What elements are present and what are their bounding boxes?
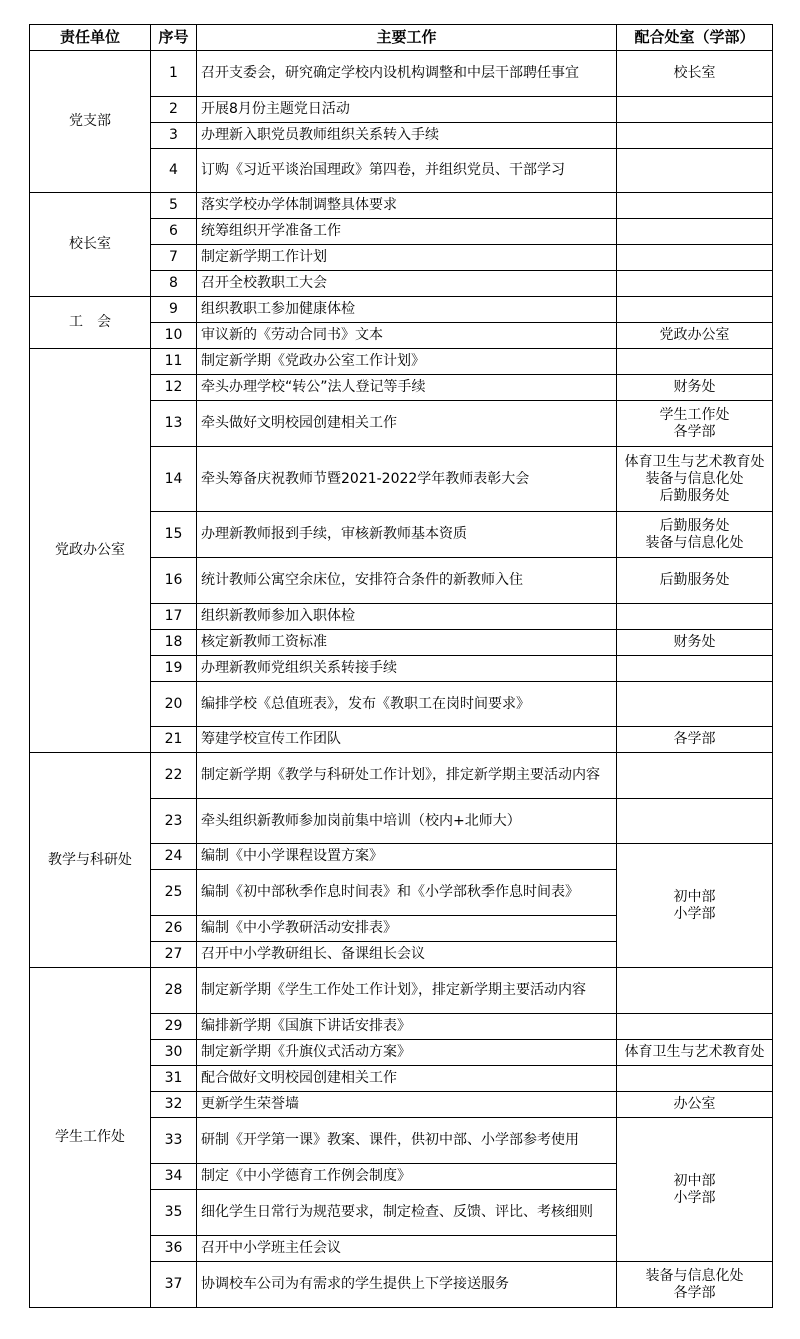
main-task-cell: 召开全校教职工大会	[197, 271, 617, 297]
sequence-cell: 1	[151, 51, 197, 97]
cooperating-dept-cell	[617, 799, 773, 844]
header-unit: 责任单位	[30, 25, 151, 51]
table-row	[30, 297, 773, 323]
sequence-cell: 16	[151, 558, 197, 604]
sequence-cell: 24	[151, 844, 197, 870]
main-task-cell: 细化学生日常行为规范要求，制定检查、反馈、评比、考核细则	[197, 1190, 617, 1236]
cooperating-dept-name: 后勤服务处	[659, 487, 730, 504]
main-task-cell: 办理新教师报到手续，审核新教师基本资质	[197, 512, 617, 558]
sequence-cell: 23	[151, 799, 197, 844]
sequence-cell: 2	[151, 97, 197, 123]
main-task-cell: 牵头做好文明校园创建相关工作	[197, 401, 617, 447]
main-task-cell: 召开中小学班主任会议	[197, 1236, 617, 1262]
cooperating-dept-cell	[617, 245, 773, 271]
sequence-cell: 11	[151, 349, 197, 375]
main-task-cell: 制定新学期《教学与科研处工作计划》，排定新学期主要活动内容	[197, 753, 617, 799]
sequence-cell: 10	[151, 323, 197, 349]
main-task-cell: 落实学校办学体制调整具体要求	[197, 193, 617, 219]
cooperating-dept-cell	[617, 727, 773, 753]
main-task-cell: 开展8月份主题党日活动	[197, 97, 617, 123]
responsible-unit-cell: 工 会	[30, 297, 151, 349]
sequence-cell: 9	[151, 297, 197, 323]
cooperating-dept-cell	[617, 401, 773, 447]
sequence-cell: 14	[151, 447, 197, 512]
cooperating-dept-cell	[617, 1118, 773, 1262]
cooperating-dept-name: 党政办公室	[659, 327, 730, 343]
sequence-cell: 36	[151, 1236, 197, 1262]
responsible-unit-cell: 教学与科研处	[30, 753, 151, 968]
cooperating-dept-cell	[617, 1014, 773, 1040]
cooperating-dept-cell	[617, 1066, 773, 1092]
cooperating-dept-name: 财务处	[673, 634, 716, 650]
cooperating-dept-name: 后勤服务处	[659, 572, 730, 588]
sequence-cell: 34	[151, 1164, 197, 1190]
main-task-cell: 统筹组织开学准备工作	[197, 219, 617, 245]
main-task-cell: 组织新教师参加入职体检	[197, 604, 617, 630]
cooperating-dept-name: 后勤服务处	[659, 517, 730, 534]
sequence-cell: 8	[151, 271, 197, 297]
cooperating-dept-cell	[617, 271, 773, 297]
sequence-cell: 13	[151, 401, 197, 447]
cooperating-dept-cell	[617, 193, 773, 219]
header-seq: 序号	[151, 25, 197, 51]
sequence-cell: 21	[151, 727, 197, 753]
cooperating-dept-name: 装备与信息化处	[645, 1267, 744, 1284]
cooperating-dept-name: 装备与信息化处	[645, 470, 744, 487]
cooperating-dept-cell	[617, 682, 773, 727]
main-task-cell: 召开支委会，研究确定学校内设机构调整和中层干部聘任事宜	[197, 51, 617, 97]
sequence-cell: 7	[151, 245, 197, 271]
sequence-cell: 4	[151, 149, 197, 193]
sequence-cell: 29	[151, 1014, 197, 1040]
sequence-cell: 35	[151, 1190, 197, 1236]
sequence-cell: 15	[151, 512, 197, 558]
main-task-cell: 研制《开学第一课》教案、课件，供初中部、小学部参考使用	[197, 1118, 617, 1164]
sequence-cell: 26	[151, 916, 197, 942]
main-task-cell: 编排学校《总值班表》，发布《教职工在岗时间要求》	[197, 682, 617, 727]
sequence-cell: 25	[151, 870, 197, 916]
cooperating-dept-cell	[617, 656, 773, 682]
sequence-cell: 37	[151, 1262, 197, 1308]
main-task-cell: 统计教师公寓空余床位，安排符合条件的新教师入住	[197, 558, 617, 604]
cooperating-dept-cell	[617, 558, 773, 604]
main-task-cell: 编制《初中部秋季作息时间表》和《小学部秋季作息时间表》	[197, 870, 617, 916]
main-task-cell: 牵头筹备庆祝教师节暨2021-2022学年教师表彰大会	[197, 447, 617, 512]
sequence-cell: 27	[151, 942, 197, 968]
cooperating-dept-cell	[617, 604, 773, 630]
work-plan-table	[29, 24, 773, 1308]
sequence-cell: 3	[151, 123, 197, 149]
cooperating-dept-cell	[617, 447, 773, 512]
cooperating-dept-name: 各学部	[673, 731, 716, 747]
main-task-cell: 办理新教师党组织关系转接手续	[197, 656, 617, 682]
main-task-cell: 订购《习近平谈治国理政》第四卷，并组织党员、干部学习	[197, 149, 617, 193]
cooperating-dept-cell	[617, 349, 773, 375]
sequence-cell: 6	[151, 219, 197, 245]
cooperating-dept-cell	[617, 630, 773, 656]
cooperating-dept-name: 初中部	[673, 1172, 716, 1189]
cooperating-dept-name: 办公室	[673, 1096, 716, 1112]
work-plan-table-container	[29, 24, 773, 1308]
table-row	[30, 753, 773, 799]
main-task-cell: 更新学生荣誉墙	[197, 1092, 617, 1118]
cooperating-dept-cell	[617, 97, 773, 123]
cooperating-dept-cell	[617, 1040, 773, 1066]
cooperating-dept-name: 初中部	[673, 888, 716, 905]
sequence-cell: 17	[151, 604, 197, 630]
main-task-cell: 制定新学期工作计划	[197, 245, 617, 271]
cooperating-dept-name: 学生工作处	[659, 406, 730, 423]
sequence-cell: 28	[151, 968, 197, 1014]
sequence-cell: 31	[151, 1066, 197, 1092]
main-task-cell: 制定《中小学德育工作例会制度》	[197, 1164, 617, 1190]
cooperating-dept-name: 小学部	[673, 1189, 716, 1206]
table-row	[30, 193, 773, 219]
main-task-cell: 制定新学期《党政办公室工作计划》	[197, 349, 617, 375]
cooperating-dept-name: 各学部	[673, 423, 716, 440]
cooperating-dept-cell	[617, 51, 773, 97]
responsible-unit-cell: 党政办公室	[30, 349, 151, 753]
sequence-cell: 18	[151, 630, 197, 656]
table-row	[30, 51, 773, 97]
main-task-cell: 协调校车公司为有需求的学生提供上下学接送服务	[197, 1262, 617, 1308]
header-task: 主要工作	[197, 25, 617, 51]
table-row	[30, 968, 773, 1014]
sequence-cell: 32	[151, 1092, 197, 1118]
cooperating-dept-name: 体育卫生与艺术教育处	[624, 453, 765, 470]
main-task-cell: 牵头组织新教师参加岗前集中培训（校内+北师大）	[197, 799, 617, 844]
main-task-cell: 编制《中小学教研活动安排表》	[197, 916, 617, 942]
main-task-cell: 制定新学期《学生工作处工作计划》，排定新学期主要活动内容	[197, 968, 617, 1014]
cooperating-dept-cell	[617, 219, 773, 245]
cooperating-dept-cell	[617, 149, 773, 193]
cooperating-dept-cell	[617, 1092, 773, 1118]
cooperating-dept-name: 小学部	[673, 905, 716, 922]
cooperating-dept-cell	[617, 512, 773, 558]
header-coop: 配合处室（学部）	[617, 25, 773, 51]
cooperating-dept-cell	[617, 1262, 773, 1308]
cooperating-dept-cell	[617, 297, 773, 323]
cooperating-dept-name: 校长室	[673, 65, 716, 81]
sequence-cell: 19	[151, 656, 197, 682]
cooperating-dept-cell	[617, 968, 773, 1014]
responsible-unit-cell: 校长室	[30, 193, 151, 297]
cooperating-dept-name: 财务处	[673, 379, 716, 395]
main-task-cell: 召开中小学教研组长、备课组长会议	[197, 942, 617, 968]
main-task-cell: 组织教职工参加健康体检	[197, 297, 617, 323]
main-task-cell: 核定新教师工资标准	[197, 630, 617, 656]
main-task-cell: 制定新学期《升旗仪式活动方案》	[197, 1040, 617, 1066]
main-task-cell: 编制《中小学课程设置方案》	[197, 844, 617, 870]
main-task-cell: 办理新入职党员教师组织关系转入手续	[197, 123, 617, 149]
cooperating-dept-cell	[617, 753, 773, 799]
table-row	[30, 349, 773, 375]
cooperating-dept-cell	[617, 375, 773, 401]
responsible-unit-cell: 学生工作处	[30, 968, 151, 1308]
sequence-cell: 20	[151, 682, 197, 727]
sequence-cell: 5	[151, 193, 197, 219]
main-task-cell: 编排新学期《国旗下讲话安排表》	[197, 1014, 617, 1040]
cooperating-dept-name: 各学部	[673, 1284, 716, 1301]
sequence-cell: 12	[151, 375, 197, 401]
main-task-cell: 筹建学校宣传工作团队	[197, 727, 617, 753]
cooperating-dept-cell	[617, 323, 773, 349]
main-task-cell: 牵头办理学校“转公”法人登记等手续	[197, 375, 617, 401]
sequence-cell: 33	[151, 1118, 197, 1164]
cooperating-dept-cell	[617, 844, 773, 968]
cooperating-dept-cell	[617, 123, 773, 149]
sequence-cell: 22	[151, 753, 197, 799]
sequence-cell: 30	[151, 1040, 197, 1066]
cooperating-dept-name: 装备与信息化处	[645, 534, 744, 551]
main-task-cell: 配合做好文明校园创建相关工作	[197, 1066, 617, 1092]
main-task-cell: 审议新的《劳动合同书》文本	[197, 323, 617, 349]
responsible-unit-cell: 党支部	[30, 51, 151, 193]
cooperating-dept-name: 体育卫生与艺术教育处	[624, 1044, 765, 1060]
header-row	[30, 25, 773, 51]
